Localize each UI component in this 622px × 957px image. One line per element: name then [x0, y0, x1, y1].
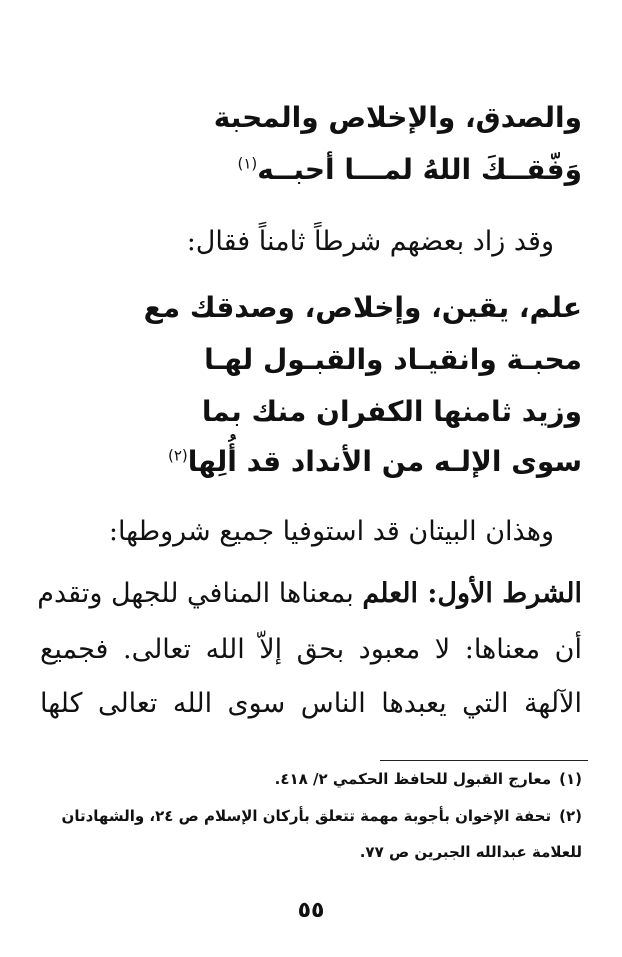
footnote-ref-2[interactable]: (٢): [167, 446, 188, 465]
verse-line-2: [40, 153, 582, 186]
paragraph-text: أن معناها: لا معبود بحق إلاّ الله تعالى. فجميع: [40, 634, 582, 665]
prose-text: وهذان البيتان قد استوفيا جميع شروطها:: [108, 516, 554, 547]
page-number: ٥٥: [297, 898, 325, 923]
poem-line-1: [40, 291, 582, 324]
footnote-number: (١): [559, 770, 582, 788]
prose-text: وقد زاد بعضهم شرطاً ثامناً فقال:: [186, 226, 554, 257]
paragraph-line-2: [40, 636, 582, 663]
footnote-text: تحفة الإخوان بأجوبة مهمة تتعلق بأركان الإسلام ص ٢٤، والشهادتان: [61, 807, 552, 825]
footnote-2: [30, 809, 582, 824]
poem-line-3: [40, 395, 582, 428]
paragraph-line-1: [37, 578, 582, 609]
poem-text: محبـة وانقيـاد والقبـول لهـا: [204, 343, 582, 376]
verse-text: والصدق، والإخلاص والمحبة: [213, 101, 582, 134]
verse-text: وَفّقــكَ اللهُ لمـــا أحبــه: [257, 153, 582, 186]
poem-line-2: [40, 343, 582, 376]
condition-heading: الشرط الأول: العلم: [362, 578, 582, 609]
footnote-number: (٢): [559, 807, 582, 825]
prose-line: [40, 228, 554, 255]
verse-line-1: [40, 101, 582, 134]
paragraph-text: الآلهة التي يعبدها الناس سوى الله تعالى كلها: [40, 688, 582, 719]
footnote-divider: [380, 760, 588, 761]
prose-line: [40, 518, 554, 545]
footnote-1: [30, 772, 582, 787]
poem-line-4: [40, 445, 582, 478]
poem-text: وزيد ثامنها الكفران منك بما: [201, 395, 582, 428]
paragraph-line-3: [40, 690, 582, 717]
poem-text: علم، يقين، وإخلاص، وصدقك مع: [143, 291, 582, 324]
paragraph-text: بمعناها المنافي للجهل وتقدم: [37, 578, 363, 609]
footnote-2-continued: [30, 845, 582, 860]
footnote-text: للعلامة عبدالله الجبرين ص ٧٧.: [359, 843, 582, 861]
footnote-text: معارج القبول للحافظ الحكمي ٢/ ٤١٨.: [274, 770, 552, 788]
footnote-ref-1[interactable]: (١): [237, 154, 258, 173]
poem-text: سوى الإلـه من الأنداد قد أُلِها: [187, 445, 582, 478]
